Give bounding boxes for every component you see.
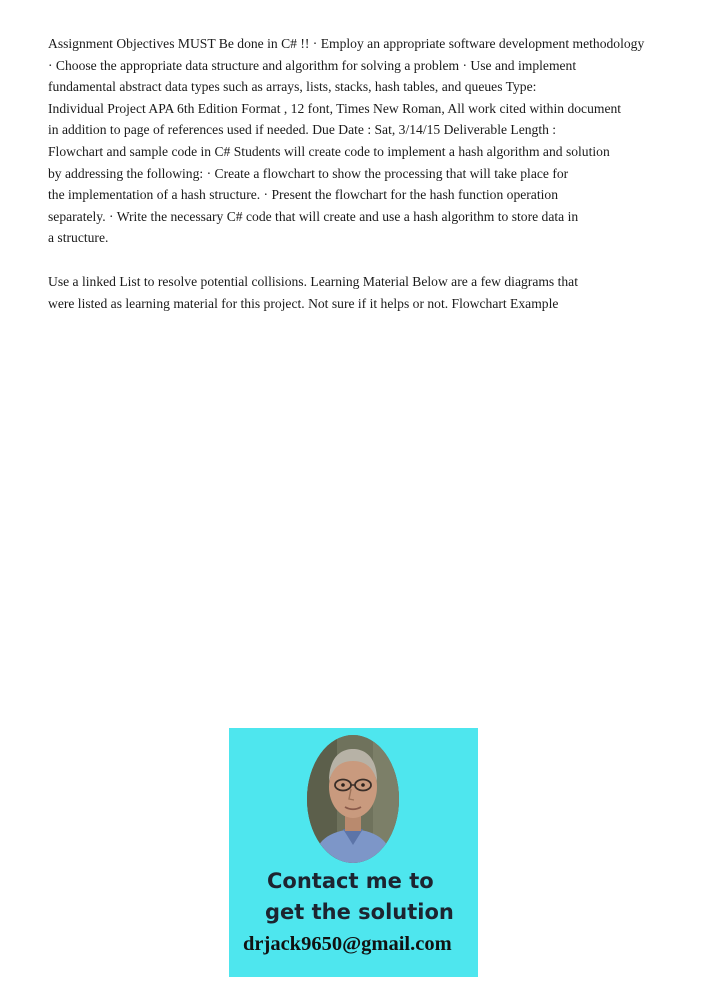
text-line: the implementation of a hash structure. · Present the flowchart for the hash function operation xyxy=(48,187,558,203)
contact-subheading: get the solution xyxy=(265,900,454,924)
text-line: Use a linked List to resolve potential collisions. Learning Material Below are a few diagrams that xyxy=(48,273,578,289)
text-line: Flowchart and sample code in C# Students will create code to implement a hash algorithm and solution xyxy=(48,143,610,159)
contact-email-link[interactable]: drjack9650@gmail.com xyxy=(243,933,452,955)
text-line: fundamental abstract data types such as arrays, lists, stacks, hash tables, and queues Type: xyxy=(48,79,537,95)
text-line: Individual Project APA 6th Edition Format , 12 font, Times New Roman, All work cited within document xyxy=(48,100,622,116)
text-line: were listed as learning material for this project. Not sure if it helps or not. Flowchart Example xyxy=(48,295,559,311)
portrait-illustration xyxy=(307,735,399,863)
text-line: separately. · Write the necessary C# code that will create and use a hash algorithm to store data in xyxy=(48,208,579,224)
contact-heading: Contact me to xyxy=(267,869,434,893)
paragraph-1 xyxy=(48,33,698,249)
paragraph-spacer xyxy=(48,249,698,271)
text-line: Assignment Objectives MUST Be done in C# !! · Employ an appropriate software development methodology xyxy=(48,36,645,51)
document-body xyxy=(48,33,698,314)
text-line: · Choose the appropriate data structure and algorithm for solving a problem · Use and implement xyxy=(48,57,577,73)
contact-ad-banner[interactable] xyxy=(229,728,478,977)
text-line: by addressing the following: · Create a flowchart to show the processing that will take place for xyxy=(48,165,569,181)
portrait-photo xyxy=(307,735,399,863)
text-line: in addition to page of references used if needed. Due Date : Sat, 3/14/15 Deliverable Length : xyxy=(48,122,557,138)
text-line: a structure. xyxy=(48,230,109,246)
paragraph-2 xyxy=(48,271,698,314)
